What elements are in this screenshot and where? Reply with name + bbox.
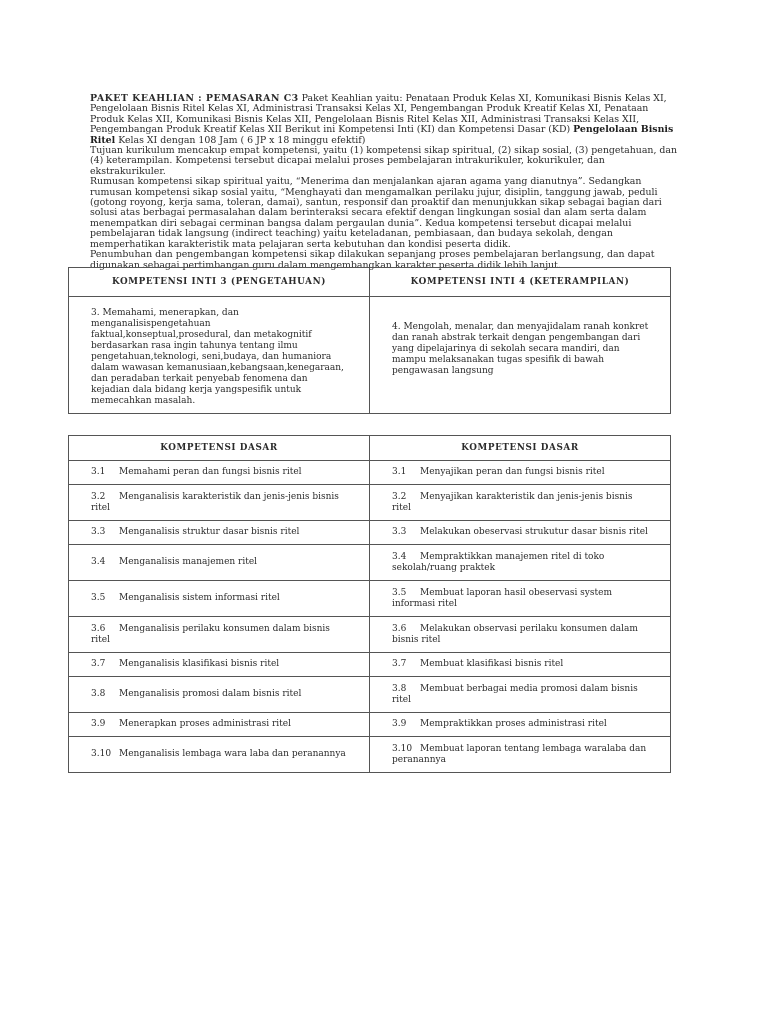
kd-row: [69, 653, 671, 677]
kd-number: 3.5: [392, 587, 407, 598]
intro-text-a: Paket Keahlian yaitu: Penataan Produk Kelas XI, Komunikasi Bisnis Kelas XI, Pengelolaan Bisnis Ritel Kelas XI, Administrasi Transaksi Kelas XI, Pengembangan Produk Kreatif Kelas XI, Penataan Produk Kelas XII, Komunikasi Bisnis Kelas XII, Pengelolaan Bisnis Ritel Kelas XII, Administrasi Transaksi Kelas XII, Pengembangan Produk Kreatif Kelas XII Berikut ini Kompetensi Inti (KI) dan Kompetensi Dasar (KD): [90, 93, 667, 136]
ki3-text: 3. Memahami, menerapkan, dan menganalisispengetahuan faktual,konseptual,prosedural, dan metakognitif berdasarkan rasa ingin tahunya tentang ilmu pengetahuan,teknologi, seni,budaya, dan humaniora dalam wawasan kemanusiaan,kebangsaan,kenegaraan, dan peradaban terkait penyebab fenomena dan kejadian dala bidang kerja yangspesifik untuk memecahkan masalah.: [91, 308, 344, 406]
kd-item: [69, 622, 369, 648]
kd-text: Menganalisis sistem informasi ritel: [119, 593, 280, 603]
kd-cell-left: [69, 653, 370, 677]
kd-row: [69, 617, 671, 653]
kd-cell-right: [370, 737, 671, 773]
section-heading: PAKET KEAHLIAN : PEMASARAN C3: [90, 93, 299, 104]
ki3-header: KOMPETENSI INTI 3 (PENGETAHUAN): [69, 268, 370, 297]
kd-item: [370, 525, 670, 540]
ki-body-row: [69, 297, 671, 414]
kd-item: [69, 687, 369, 702]
kd-row: [69, 521, 671, 545]
kd-text: Melakukan observasi perilaku konsumen dalam bisnis ritel: [392, 623, 638, 645]
kd-number: 3.3: [91, 527, 106, 537]
kd-text: Menganalisis struktur dasar bisnis ritel: [119, 527, 300, 537]
kd-number: 3.9: [91, 719, 106, 729]
kd-cell-left: [69, 545, 370, 581]
kd-number: 3.8: [392, 683, 407, 694]
kd-item: [370, 682, 670, 708]
kd-number: 3.3: [392, 527, 407, 537]
kd-item: [370, 490, 670, 516]
kd-number: 3.5: [91, 593, 106, 603]
kd-number: 3.7: [91, 659, 106, 669]
kd-text: Menganalisis manajemen ritel: [119, 557, 258, 567]
kd-text: Membuat berbagai media promosi dalam bisnis ritel: [392, 683, 638, 705]
kd-item: [69, 747, 369, 762]
kd-text: Membuat klasifikasi bisnis ritel: [420, 659, 564, 669]
kd-cell-right: [370, 653, 671, 677]
ki3-cell: [69, 297, 370, 414]
kd-cell-right: [370, 461, 671, 485]
kd-text: Menerapkan proses administrasi ritel: [119, 719, 291, 729]
kd-cell-left: [69, 677, 370, 713]
kd-row: [69, 581, 671, 617]
kd-row: [69, 461, 671, 485]
kd-text: Melakukan obeservasi strukutur dasar bisnis ritel: [420, 527, 648, 537]
kd-row: [69, 545, 671, 581]
ki-header-row: [69, 268, 671, 297]
kd-number: 3.8: [91, 689, 106, 699]
kd-item: [370, 622, 670, 648]
intro-paragraph-2: Tujuan kurikulum mencakup empat kompetensi, yaitu (1) kompetensi sikap spiritual, (2) sikap sosial, (3) pengetahuan, dan (4) keterampilan. Kompetensi tersebut dicapai melalui proses pembelajaran intrakurikuler, kokurikuler, dan ekstrakurikuler.: [90, 145, 678, 177]
kd-text: Menyajikan peran dan fungsi bisnis ritel: [420, 467, 605, 477]
kd-number: 3.4: [91, 557, 106, 567]
kompetensi-dasar-table: [68, 435, 671, 773]
kd-cell-right: [370, 581, 671, 617]
kd-cell-left: [69, 485, 370, 521]
kd-text: Menganalisis karakteristik dan jenis-jenis bisnis ritel: [91, 491, 339, 513]
kd-cell-left: [69, 521, 370, 545]
ki4-header: KOMPETENSI INTI 4 (KETERAMPILAN): [370, 268, 671, 297]
kd-item: [370, 657, 670, 672]
kd-item: [69, 591, 369, 606]
kd-number: 3.10: [91, 749, 112, 759]
kd-number: 3.1: [91, 467, 106, 477]
kd-number: 3.2: [392, 491, 407, 502]
kd-item: [370, 550, 670, 576]
kd-item: [69, 555, 369, 570]
kd-item: [370, 586, 670, 612]
kd-header-left: KOMPETENSI DASAR: [69, 436, 370, 461]
kompetensi-inti-table: [68, 267, 671, 414]
document-page: [90, 94, 680, 271]
kd-cell-left: [69, 617, 370, 653]
kd-rows: [69, 461, 671, 773]
kd-cell-right: [370, 677, 671, 713]
kd-item: [69, 717, 369, 732]
kd-header-row: [69, 436, 671, 461]
kd-item: [69, 490, 369, 516]
kd-text: Menganalisis lembaga wara laba dan peranannya: [119, 749, 346, 759]
kd-cell-left: [69, 461, 370, 485]
kd-row: [69, 485, 671, 521]
kd-item: [370, 717, 670, 732]
kd-cell-right: [370, 617, 671, 653]
kd-cell-right: [370, 713, 671, 737]
kd-text: Membuat laporan hasil obeservasi system informasi ritel: [392, 587, 612, 609]
kd-cell-left: [69, 713, 370, 737]
kd-text: Mempraktikkan manajemen ritel di toko sekolah/ruang praktek: [392, 551, 605, 573]
kd-number: 3.4: [392, 551, 407, 562]
subject-name: Pengelolaan Bisnis Ritel: [90, 124, 674, 146]
kd-row: [69, 677, 671, 713]
kd-text: Memahami peran dan fungsi bisnis ritel: [119, 467, 302, 477]
kd-item: [370, 742, 670, 768]
intro-paragraph-1: [90, 94, 680, 146]
kd-number: 3.7: [392, 659, 407, 669]
kd-text: Menganalisis perilaku konsumen dalam bisnis ritel: [91, 623, 330, 645]
kd-item: [69, 657, 369, 672]
kd-number: 3.9: [392, 719, 407, 729]
kd-cell-right: [370, 521, 671, 545]
kd-text: Menganalisis promosi dalam bisnis ritel: [119, 689, 302, 699]
kd-text: Membuat laporan tentang lembaga waralaba dan peranannya: [392, 743, 647, 765]
kd-row: [69, 737, 671, 773]
kd-text: Mempraktikkan proses administrasi ritel: [420, 719, 607, 729]
kd-text: Menganalisis klasifikasi bisnis ritel: [119, 659, 280, 669]
kd-number: 3.1: [392, 467, 407, 477]
kd-cell-left: [69, 581, 370, 617]
intro-paragraph-4: Penumbuhan dan pengembangan kompetensi sikap dilakukan sepanjang proses pembelajaran berlangsung, dan dapat digunakan sebagai pertimbangan guru dalam mengembangkan karakter peserta didik lebih lanjut.: [90, 249, 655, 271]
kd-header-right: KOMPETENSI DASAR: [370, 436, 671, 461]
kd-cell-right: [370, 485, 671, 521]
kd-number: 3.2: [91, 491, 106, 502]
ki4-text: 4. Mengolah, menalar, dan menyajidalam ranah konkret dan ranah abstrak terkait dengan pengembangan dari yang dipelajarinya di sekolah secara mandiri, dan mampu melaksanakan tugas spesifik di bawah pengawasan langsung: [392, 321, 649, 376]
kd-cell-left: [69, 737, 370, 773]
ki4-cell: [370, 297, 671, 414]
kd-number: 3.6: [91, 623, 106, 634]
kd-item: [69, 465, 369, 480]
kd-item: [370, 465, 670, 480]
intro-text-b: Kelas XI dengan 108 Jam ( 6 JP x 18 minggu efektif): [115, 134, 366, 146]
kd-cell-right: [370, 545, 671, 581]
kd-item: [69, 525, 369, 540]
kd-number: 3.6: [392, 623, 407, 634]
intro-section: [90, 94, 680, 271]
kd-text: Menyajikan karakteristik dan jenis-jenis bisnis ritel: [392, 491, 633, 513]
kd-row: [69, 713, 671, 737]
kd-number: 3.10: [392, 743, 413, 754]
intro-paragraph-3: Rumusan kompetensi sikap spiritual yaitu, “Menerima dan menjalankan ajaran agama yang dianutnya”. Sedangkan rumusan kompetensi sikap sosial yaitu, “Menghayati dan mengamalkan perilaku jujur, disiplin, tanggung jawab, peduli (gotong royong, kerja sama, toleran, damai), santun, responsif dan proaktif dan menunjukkan sikap sebagai bagian dari solusi atas berbagai permasalahan dalam berinteraksi secara efektif dengan lingkungan sosial dan alam serta dalam menempatkan diri sebagai cerminan bangsa dalam pergaulan dunia”. Kedua kompetensi tersebut dicapai melalui pembelajaran tidak langsung (indirect teaching) yaitu keteladanan, pembiasaan, dan budaya sekolah, dengan memperhatikan karakteristik mata pelajaran serta kebutuhan dan kondisi peserta didik.: [90, 176, 662, 250]
